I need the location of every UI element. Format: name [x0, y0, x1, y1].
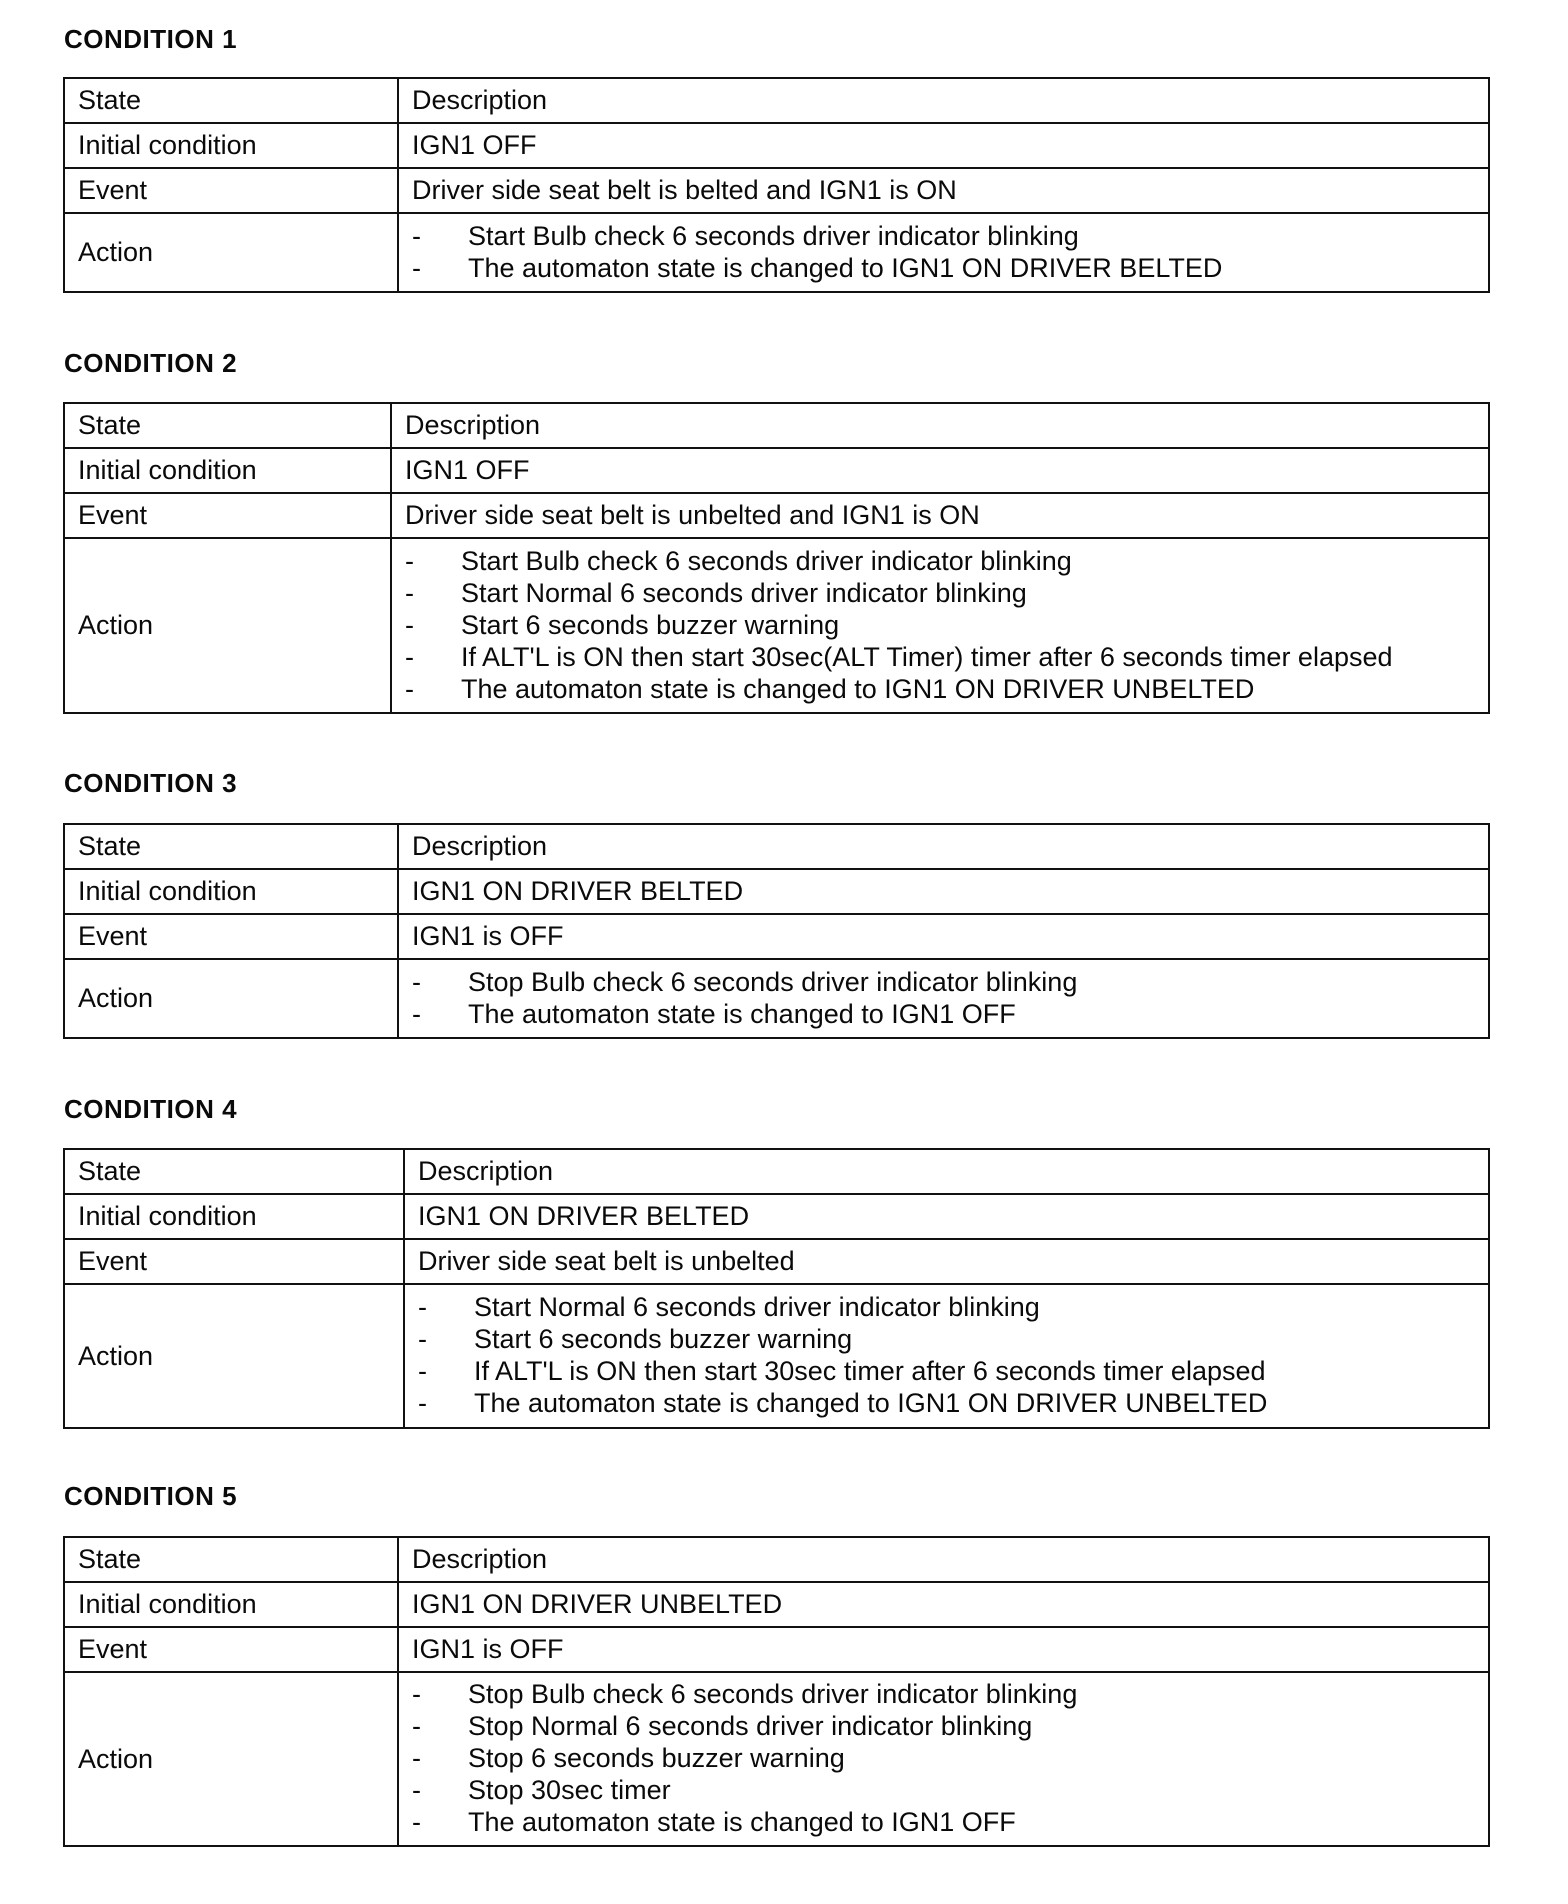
table-row-initial: [64, 869, 1489, 914]
condition-1-table: [63, 77, 1490, 293]
table-row-action: [64, 1672, 1489, 1846]
action-item: - Stop 6 seconds buzzer warning: [412, 1743, 845, 1773]
condition-1-title: CONDITION 1: [64, 24, 238, 54]
action-item: - Stop Bulb check 6 seconds driver indicator blinking: [412, 1679, 1078, 1709]
action-item: - Start Bulb check 6 seconds driver indicator blinking: [405, 545, 1072, 576]
description-header: Description: [404, 1149, 1489, 1194]
action-list: [412, 216, 1488, 290]
action-list: [418, 1287, 1488, 1425]
condition-3-title: CONDITION 3: [64, 768, 238, 798]
initial-label: Initial condition: [64, 869, 398, 914]
table-row-event: [64, 168, 1489, 213]
action-item: - The automaton state is changed to IGN1 ON DRIVER UNBELTED: [418, 1388, 1268, 1418]
action-item: - Start Normal 6 seconds driver indicator blinking: [418, 1292, 1040, 1322]
state-header: State: [64, 78, 398, 123]
action-item: - The automaton state is changed to IGN1 ON DRIVER BELTED: [412, 252, 1223, 283]
condition-4-title: CONDITION 4: [64, 1094, 238, 1124]
action-item: - Stop Normal 6 seconds driver indicator blinking: [412, 1711, 1033, 1741]
action-list: [412, 1674, 1488, 1844]
event-value: Driver side seat belt is belted and IGN1 is ON: [398, 168, 1489, 213]
initial-value: IGN1 ON DRIVER BELTED: [404, 1194, 1489, 1239]
table-row-header: [64, 403, 1489, 448]
state-header: State: [64, 824, 398, 869]
table-row-initial: [64, 1582, 1489, 1627]
action-cell: [391, 538, 1489, 713]
action-cell: [398, 1672, 1489, 1846]
table-row-header: [64, 1537, 1489, 1582]
action-list: [412, 962, 1488, 1036]
action-item: - The automaton state is changed to IGN1 OFF: [412, 1807, 1016, 1837]
state-header: State: [64, 1149, 404, 1194]
initial-value: IGN1 OFF: [398, 123, 1489, 168]
condition-5-table: [63, 1536, 1490, 1847]
description-header: Description: [398, 824, 1489, 869]
table-row-header: [64, 1149, 1489, 1194]
condition-2-table: [63, 402, 1490, 714]
action-label: Action: [64, 538, 391, 713]
table-row-action: [64, 538, 1489, 713]
condition-2-title: CONDITION 2: [64, 348, 238, 378]
action-item: - Start 6 seconds buzzer warning: [405, 609, 840, 640]
condition-5-title: CONDITION 5: [64, 1481, 238, 1511]
initial-label: Initial condition: [64, 1582, 398, 1627]
event-value: Driver side seat belt is unbelted and IGN1 is ON: [391, 493, 1489, 538]
initial-value: IGN1 ON DRIVER BELTED: [398, 869, 1489, 914]
state-header: State: [64, 403, 391, 448]
event-label: Event: [64, 1239, 404, 1284]
state-header: State: [64, 1537, 398, 1582]
action-cell: [404, 1284, 1489, 1428]
action-label: Action: [64, 1672, 398, 1846]
table-row-action: [64, 213, 1489, 292]
initial-label: Initial condition: [64, 123, 398, 168]
event-label: Event: [64, 1627, 398, 1672]
action-item: - Start Bulb check 6 seconds driver indicator blinking: [412, 220, 1079, 251]
event-value: IGN1 is OFF: [398, 914, 1489, 959]
action-item: - Start Normal 6 seconds driver indicator blinking: [405, 577, 1027, 608]
event-value: IGN1 is OFF: [398, 1627, 1489, 1672]
condition-3-table: [63, 823, 1490, 1039]
table-row-event: [64, 1239, 1489, 1284]
action-list: [405, 541, 1488, 711]
table-row-event: [64, 914, 1489, 959]
action-label: Action: [64, 959, 398, 1038]
action-label: Action: [64, 1284, 404, 1428]
table-row-event: [64, 493, 1489, 538]
action-label: Action: [64, 213, 398, 292]
condition-4-table: [63, 1148, 1490, 1429]
table-row-header: [64, 78, 1489, 123]
initial-value: IGN1 ON DRIVER UNBELTED: [398, 1582, 1489, 1627]
description-header: Description: [398, 1537, 1489, 1582]
table-row-initial: [64, 448, 1489, 493]
action-item: - The automaton state is changed to IGN1 OFF: [412, 998, 1016, 1029]
action-item: - If ALT'L is ON then start 30sec(ALT Timer) timer after 6 seconds timer elapsed: [405, 641, 1393, 672]
action-item: - Stop 30sec timer: [412, 1775, 671, 1805]
event-label: Event: [64, 493, 391, 538]
table-row-initial: [64, 123, 1489, 168]
event-label: Event: [64, 168, 398, 213]
action-cell: [398, 213, 1489, 292]
action-item: - Start 6 seconds buzzer warning: [418, 1324, 853, 1354]
event-label: Event: [64, 914, 398, 959]
table-row-action: [64, 1284, 1489, 1428]
action-item: - The automaton state is changed to IGN1 ON DRIVER UNBELTED: [405, 673, 1255, 704]
action-item: - If ALT'L is ON then start 30sec timer after 6 seconds timer elapsed: [418, 1356, 1266, 1386]
action-cell: [398, 959, 1489, 1038]
table-row-header: [64, 824, 1489, 869]
table-row-event: [64, 1627, 1489, 1672]
initial-label: Initial condition: [64, 448, 391, 493]
table-row-action: [64, 959, 1489, 1038]
table-row-initial: [64, 1194, 1489, 1239]
description-header: Description: [391, 403, 1489, 448]
event-value: Driver side seat belt is unbelted: [404, 1239, 1489, 1284]
initial-value: IGN1 OFF: [391, 448, 1489, 493]
description-header: Description: [398, 78, 1489, 123]
action-item: - Stop Bulb check 6 seconds driver indicator blinking: [412, 966, 1078, 997]
initial-label: Initial condition: [64, 1194, 404, 1239]
